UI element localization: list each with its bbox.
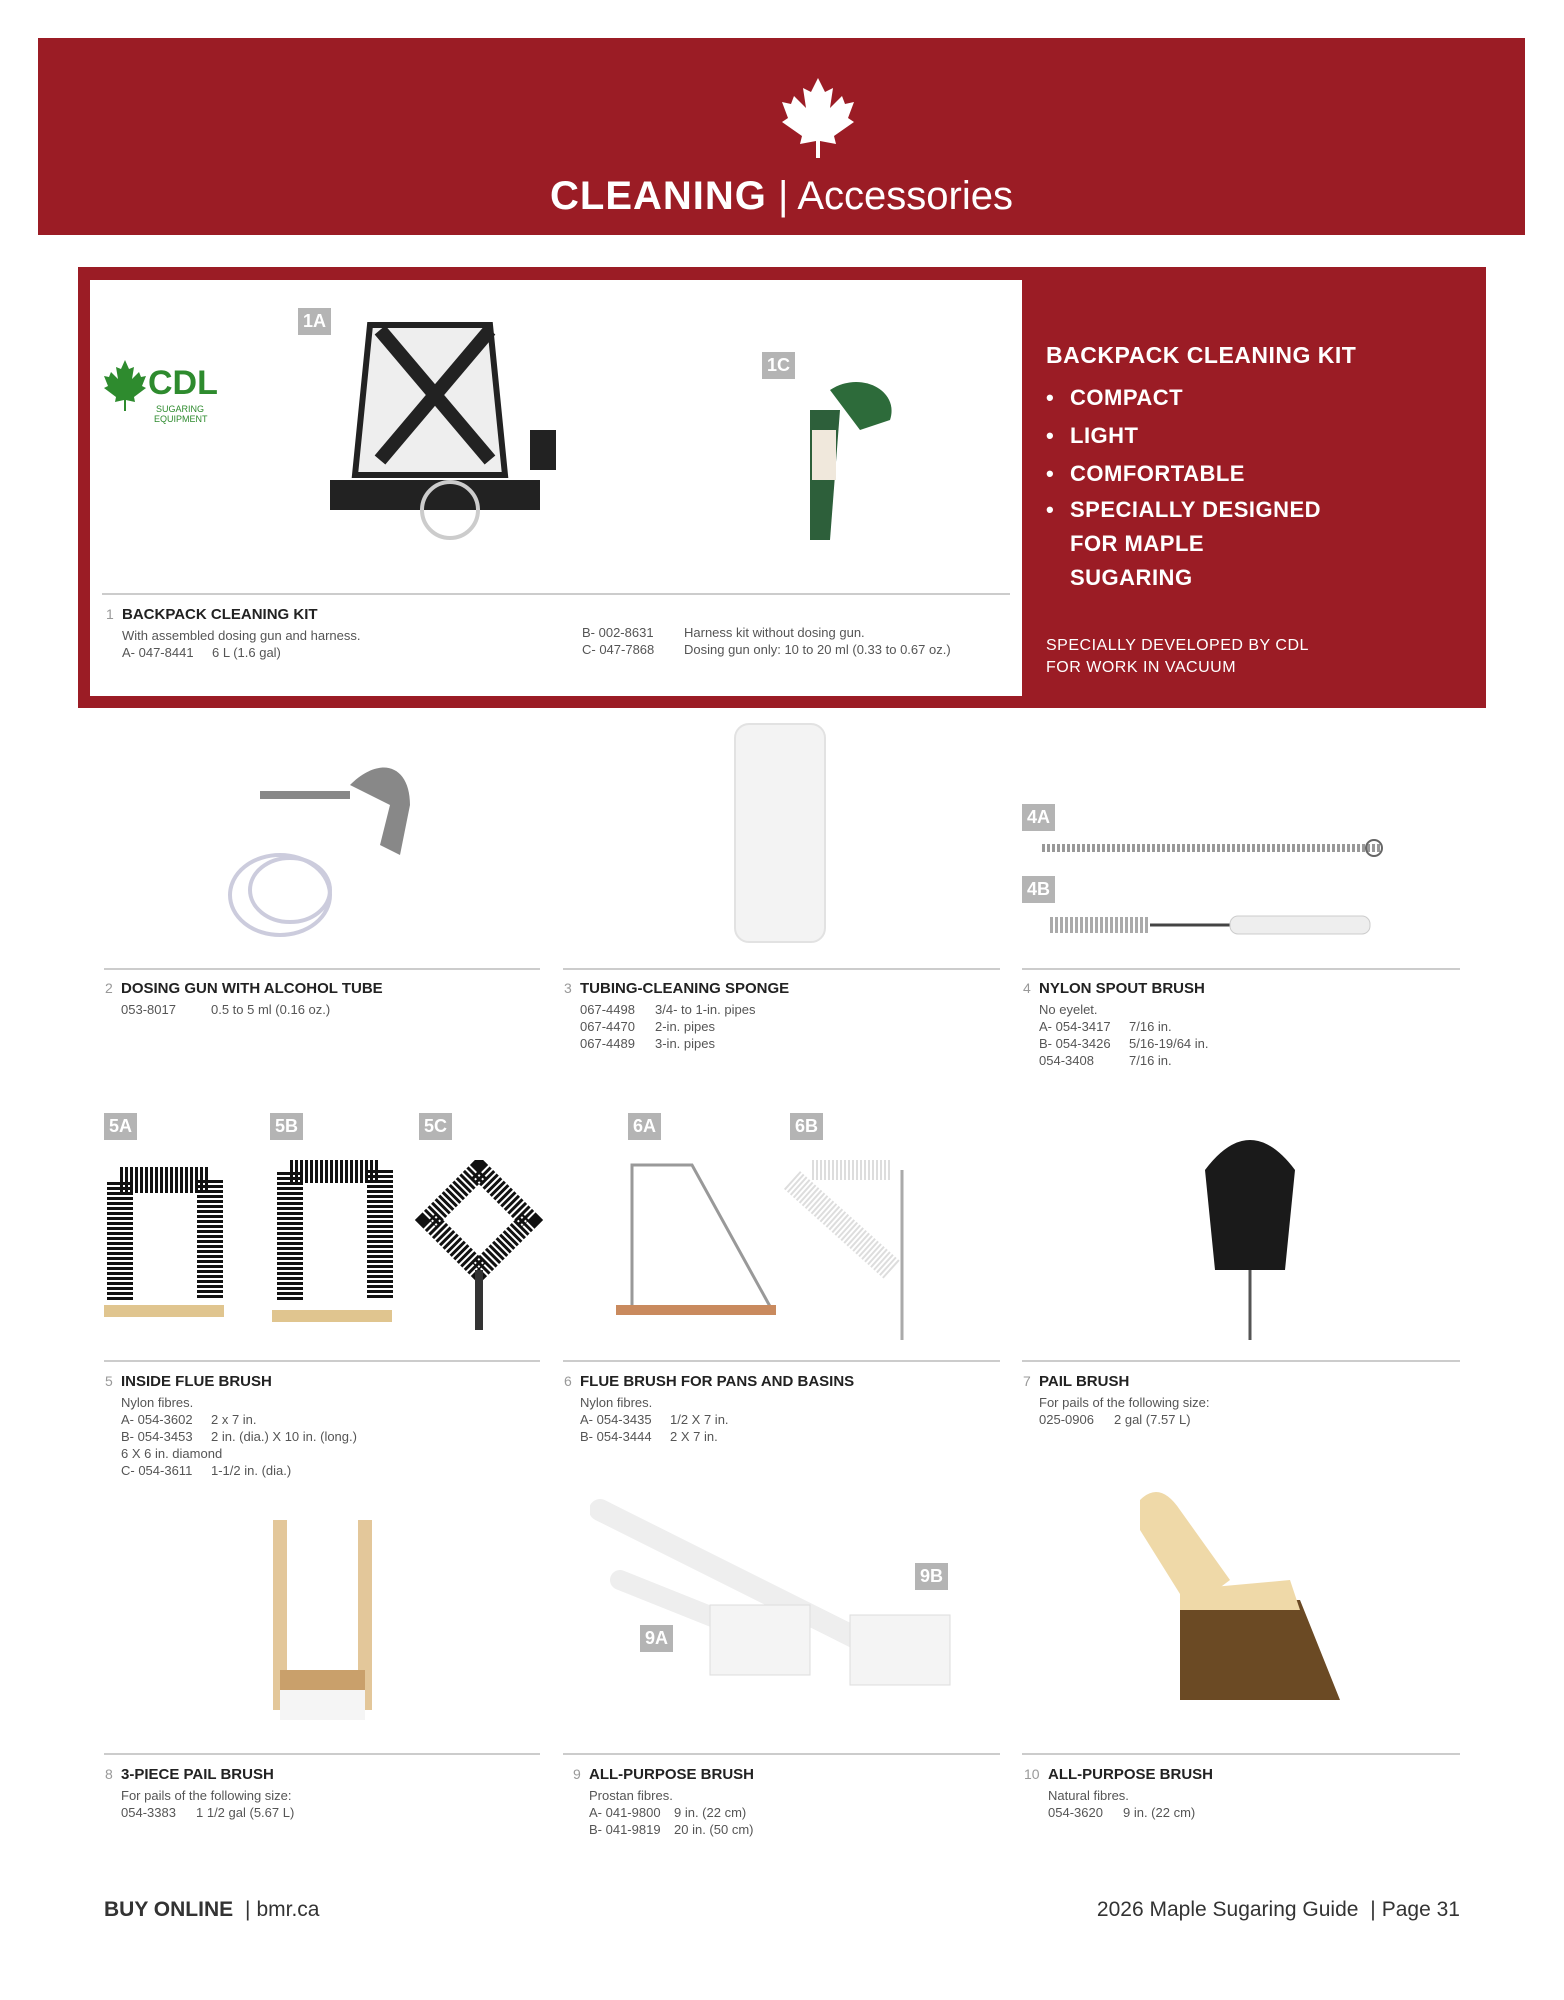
page-number: Page 31: [1381, 1898, 1460, 1921]
three-piece-pail-brush-image: [255, 1515, 390, 1730]
product-1: 1 BACKPACK CLEANING KIT With assembled dosing gun and harness. A- 047-8441 6 L (1.6 gal) B- 002-8631 Harness kit without dosing gun. C- 047-7868 Dosing gun only: 10 to 20 ml (0.33 to 0.67 oz.): [106, 606, 951, 660]
image-label: 6B: [790, 1113, 823, 1140]
pail-brush-image: [1190, 1130, 1310, 1345]
divider: [104, 1753, 540, 1755]
image-label: 6A: [628, 1113, 661, 1140]
divider: [1022, 968, 1460, 970]
all-purpose-brush-natural-image: [1120, 1490, 1350, 1730]
divider: [563, 1360, 1000, 1362]
inside-flue-brush-image: [102, 1160, 547, 1335]
sponge-image: [733, 722, 828, 944]
divider: [102, 593, 1010, 595]
product-5: 5 INSIDE FLUE BRUSH Nylon fibres. A- 054-3602 2 x 7 in. B- 054-3453 2 in. (dia.) X 10 in. (long.) 6 X 6 in. diamond C- 054-3611 1-1/2 in. (dia.): [105, 1373, 357, 1478]
image-label: 1A: [298, 308, 331, 335]
pan-flue-brush-image: [612, 1160, 942, 1345]
product-10: 10 ALL-PURPOSE BRUSH Natural fibres. 054-3620 9 in. (22 cm): [1024, 1766, 1214, 1820]
product-4: 4 NYLON SPOUT BRUSH No eyelet. A- 054-3417 7/16 in. B- 054-3426 5/16-19/64 in. 054-3408 7/16 in.: [1023, 980, 1209, 1068]
product-8: 8 3-PIECE PAIL BRUSH For pails of the following size: 054-3383 1 1/2 gal (5.67 L): [105, 1766, 295, 1820]
image-label: 1C: [762, 352, 795, 379]
feature-note: SPECIALLY DEVELOPED BY CDL FOR WORK IN VACUUM: [1046, 637, 1309, 676]
image-label: 9A: [640, 1625, 673, 1652]
image-label: 5A: [104, 1113, 137, 1140]
page-title: CLEANING | Accessories: [550, 174, 1013, 218]
feature-bullet: • COMFORTABLE: [1046, 461, 1356, 487]
divider: [563, 968, 1000, 970]
product-7: 7 PAIL BRUSH For pails of the following size: 025-0906 2 gal (7.57 L): [1023, 1373, 1210, 1427]
product-3: 3 TUBING-CLEANING SPONGE 067-4498 3/4- to 1-in. pipes 067-4470 2-in. pipes 067-4489 3-in. pipes: [564, 980, 790, 1051]
divider: [563, 1753, 1000, 1755]
feature-bullet: • COMPACT: [1046, 385, 1356, 411]
dosing-gun-image: [750, 350, 910, 550]
footer-right: 2026 Maple Sugaring Guide | Page 31: [1096, 1898, 1460, 1921]
featured-product-panel: CDL SUGARING EQUIPMENT 1A 1C 1 BACKPACK CLEANING KIT With assembled dosing gun and harness. A- 047-8441 6 L (1.6 gal) B- 002-8631 Harness kit without dosing gun. C- 047-7868 Dosing gun only: 10 to 20 ml (0.33 to 0.67 oz.) BACKPACK CLEANING KIT • COMPACT • LIGHT • COMFORTABLE • SPECIALLY DESIGNED FOR MAPLE SUGARING SPECIALLY DEVELOPED BY CDL FOR WORK IN VACUUM: [78, 267, 1486, 708]
product-2: 2 DOSING GUN WITH ALCOHOL TUBE 053-8017 0.5 to 5 ml (0.16 oz.): [105, 980, 383, 1017]
page-header: [38, 38, 1525, 235]
divider: [104, 968, 540, 970]
divider: [1022, 1360, 1460, 1362]
maple-leaf-icon: [782, 78, 854, 158]
image-label: 9B: [915, 1563, 948, 1590]
feature-title: BACKPACK CLEANING KIT: [1046, 342, 1357, 368]
dosing-gun-tube-image: [220, 745, 420, 955]
feature-bullet: • SPECIALLY DESIGNED FOR MAPLE SUGARING: [1046, 493, 1326, 595]
product-9: 9 ALL-PURPOSE BRUSH Prostan fibres. A- 041-9800 9 in. (22 cm) B- 041-9819 20 in. (50 cm): [573, 1766, 755, 1837]
product-6: 6 FLUE BRUSH FOR PANS AND BASINS Nylon fibres. A- 054-3435 1/2 X 7 in. B- 054-3444 2 X 7 in.: [564, 1373, 855, 1444]
buy-online-label: BUY ONLINE: [104, 1898, 234, 1921]
image-label: 5B: [270, 1113, 303, 1140]
image-label: 4A: [1022, 804, 1055, 831]
image-label: 5C: [419, 1113, 452, 1140]
spout-brush-image: [1040, 830, 1390, 940]
backpack-image: [310, 310, 560, 550]
website-link[interactable]: bmr.ca: [256, 1898, 320, 1921]
feature-bullet: • LIGHT: [1046, 423, 1356, 449]
divider: [1022, 1753, 1460, 1755]
image-label: 4B: [1022, 876, 1055, 903]
all-purpose-brush-prostan-image: [590, 1495, 970, 1735]
footer-left: BUY ONLINE | bmr.ca: [104, 1898, 320, 1921]
divider: [104, 1360, 540, 1362]
